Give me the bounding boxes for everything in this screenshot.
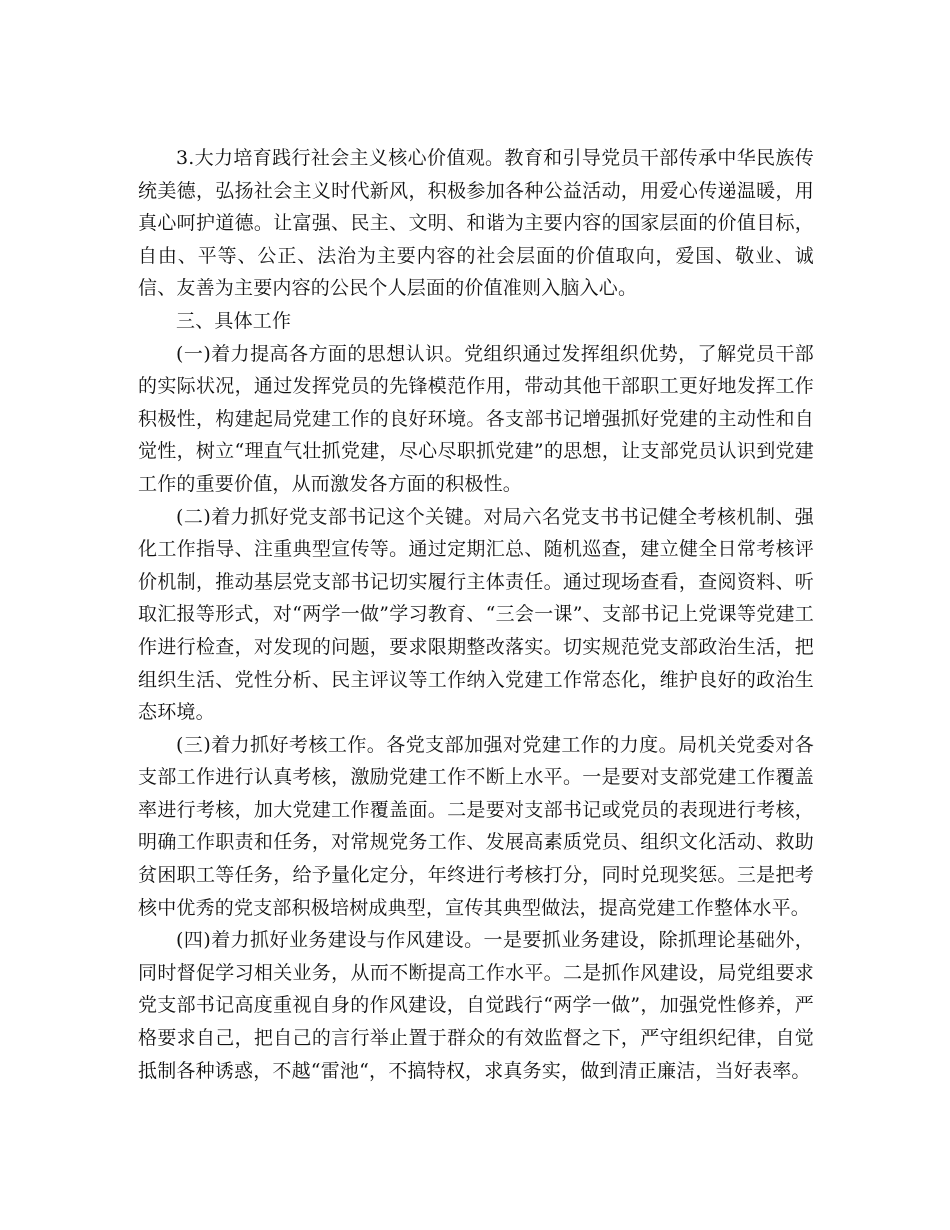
paragraph-item-1: (一)着力提高各方面的思想认识。党组织通过发挥组织优势，了解党员干部的实际状况，通过发挥党员的先锋模范作用，带动其他干部职工更好地发挥工作积极性，构建起局党建工作的良好环境。各支部书记增强抓好党建的主动性和自觉性，树立“理直气壮抓党建，尽心尽职抓党建”的思想，让支部党员认识到党建工作的重要价值，从而激发各方面的积极性。 <box>138 342 814 495</box>
paragraph-item-2: (二)着力抓好党支部书记这个关键。对局六名党支书书记健全考核机制、强化工作指导、注重典型宣传等。通过定期汇总、随机巡查，建立健全日常考核评价机制，推动基层党支部书记切实履行主体责任。通过现场查看，查阅资料、听取汇报等形式，对“两学一做”学习教育、“三会一课”、支部书记上党课等党建工作进行检查，对发现的问题，要求限期整改落实。切实规范党支部政治生活，把组织生活、党性分析、民主评议等工作纳入党建工作常态化，维护良好的政治生态环境。 <box>138 505 814 724</box>
paragraph-core-values: 3.大力培育践行社会主义核心价值观。教育和引导党员干部传承中华民族传统美德，弘扬社会主义时代新风，积极参加各种公益活动，用爱心传递温暖，用真心呵护道德。让富强、民主、文明、和谐为主要内容的国家层面的价值目标，自由、平等、公正、法治为主要内容的社会层面的价值取向，爱国、敬业、诚信、友善为主要内容的公民个人层面的价值准则入脑入心。 <box>138 147 814 300</box>
paragraph-item-3: (三)着力抓好考核工作。各党支部加强对党建工作的力度。局机关党委对各支部工作进行认真考核，激励党建工作不断上水平。一是要对支部党建工作覆盖率进行考核，加大党建工作覆盖面。二是要对支部书记或党员的表现进行考核，明确工作职责和任务，对常规党务工作、发展高素质党员、组织文化活动、救助贫困职工等任务，给予量化定分，年终进行考核打分，同时兑现奖惩。三是把考核中优秀的党支部积极培树成典型，宣传其典型做法，提高党建工作整体水平。 <box>138 733 814 919</box>
section-heading-specific-work: 三、具体工作 <box>176 309 292 332</box>
document-body <box>138 142 814 1087</box>
paragraph-item-4: (四)着力抓好业务建设与作风建设。一是要抓业务建设，除抓理论基础外，同时督促学习相关业务，从而不断提高工作水平。二是抓作风建设，局党组要求党支部书记高度重视自身的作风建设，自觉践行“两学一做”，加强党性修养，严格要求自己，把自己的言行举止置于群众的有效监督之下，严守组织纪律，自觉抵制各种诱惑，不越“雷池“，不搞特权，求真务实，做到清正廉洁，当好表率。 <box>138 929 814 1082</box>
